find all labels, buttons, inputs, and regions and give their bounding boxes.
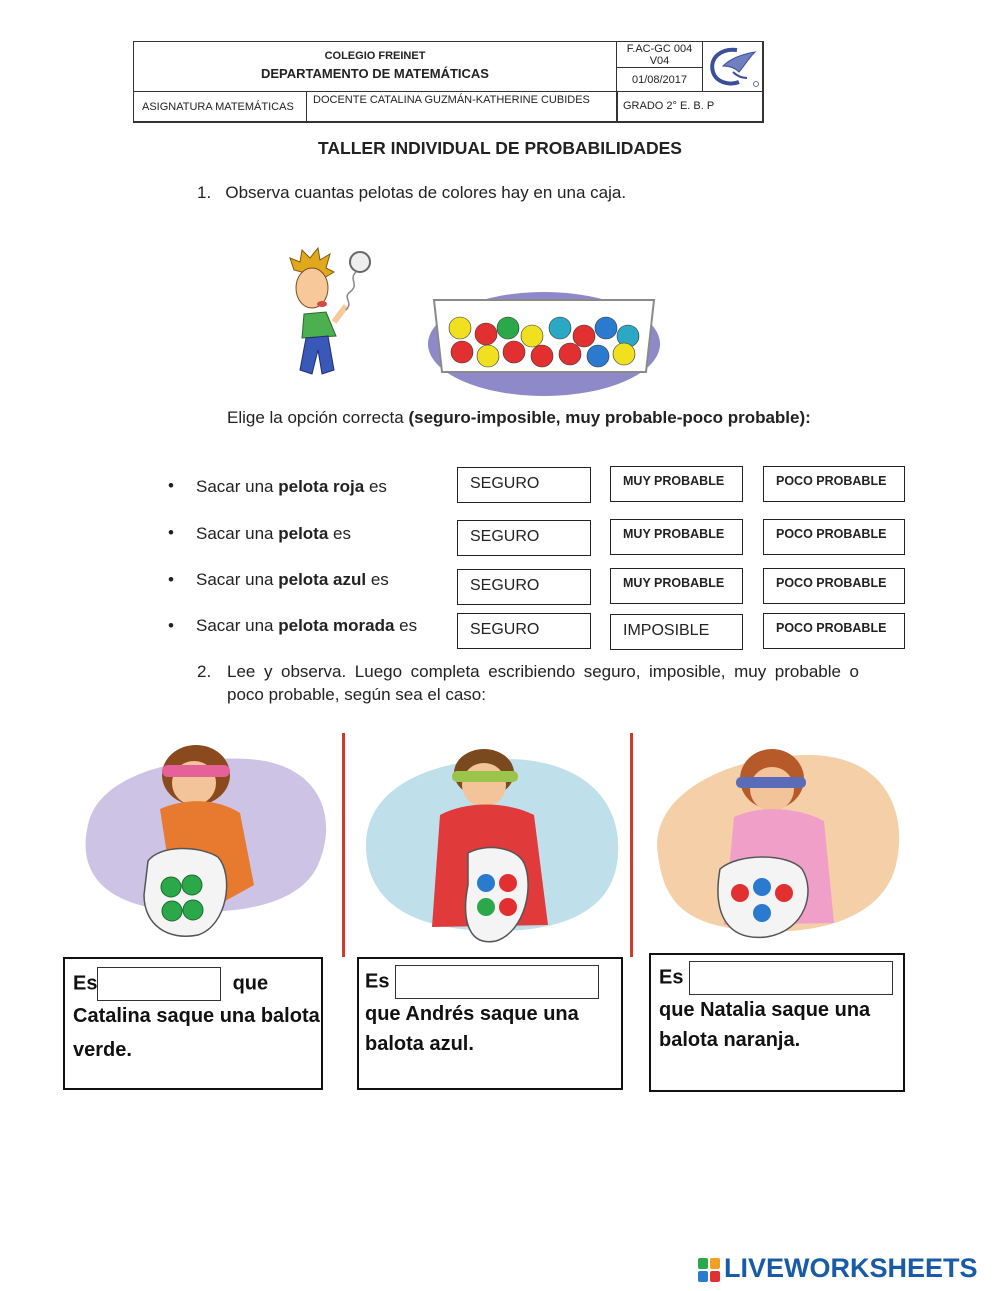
document-code xyxy=(616,41,703,68)
answer-line: balota azul. xyxy=(365,1033,474,1055)
answer-box-natalia xyxy=(649,953,905,1092)
answer-line: verde. xyxy=(73,1039,132,1061)
ball-box-illustration xyxy=(428,280,660,396)
document-date: 01/08/2017 xyxy=(616,67,703,92)
liveworksheets-logo-icon xyxy=(698,1258,720,1282)
natalia-illustration xyxy=(648,735,910,947)
instruction-text xyxy=(227,407,860,429)
question-1-text: Observa cuantas pelotas de colores hay en una caja. xyxy=(225,183,627,202)
statement-4: Sacar una pelota morada es xyxy=(196,616,418,635)
option-seguro[interactable]: SEGURO xyxy=(457,520,591,556)
option-imposible[interactable]: IMPOSIBLE xyxy=(610,614,743,650)
option-seguro[interactable]: SEGURO xyxy=(457,467,591,503)
code-line-1: F.AC-GC 004 xyxy=(626,43,693,55)
answer-input-catalina[interactable] xyxy=(97,967,221,1001)
answer-input-natalia[interactable] xyxy=(689,961,893,995)
answer-que: que xyxy=(232,972,269,995)
answer-line: balota naranja. xyxy=(659,1029,801,1051)
question-2-text: Lee y observa. Luego completa escribiendo seguro, imposible, muy probable o poco probable, según sea el caso: xyxy=(227,662,859,704)
question-2-number: 2. xyxy=(197,662,212,681)
catalina-illustration xyxy=(68,735,330,947)
divider-left xyxy=(342,733,345,957)
department-name: DEPARTAMENTO DE MATEMÁTICAS xyxy=(261,66,489,81)
page-title: TALLER INDIVIDUAL DE PROBABILIDADES xyxy=(318,138,682,158)
option-muy-probable[interactable]: MUY PROBABLE xyxy=(610,568,743,604)
school-cell xyxy=(133,41,617,92)
option-poco-probable[interactable]: POCO PROBABLE xyxy=(763,613,905,649)
divider-right xyxy=(630,733,633,957)
option-poco-probable[interactable]: POCO PROBABLE xyxy=(763,466,905,502)
statement-2: Sacar una pelota es xyxy=(196,524,351,543)
answer-es: Es xyxy=(365,970,390,993)
question-1-number: 1. xyxy=(197,183,212,202)
subject-cell: ASIGNATURA MATEMÁTICAS xyxy=(133,91,307,123)
school-name: COLEGIO FREINET xyxy=(324,50,426,62)
bullet: • xyxy=(168,570,174,589)
question-2 xyxy=(197,660,859,706)
question-1 xyxy=(197,183,626,203)
andres-illustration xyxy=(356,735,626,955)
statement-3: Sacar una pelota azul es xyxy=(196,570,389,589)
option-seguro[interactable]: SEGURO xyxy=(457,569,591,605)
answer-line: que Natalia saque una xyxy=(659,999,871,1021)
answer-input-andres[interactable] xyxy=(395,965,599,999)
brand-text[interactable]: LIVEWORKSHEETS xyxy=(724,1253,978,1283)
teacher-cell: DOCENTE CATALINA GUZMÁN-KATHERINE CUBIDES xyxy=(306,91,618,123)
option-muy-probable[interactable]: MUY PROBABLE xyxy=(610,466,743,502)
answer-line: que Andrés saque una xyxy=(365,1003,579,1025)
boy-illustration xyxy=(276,240,386,390)
bullet: • xyxy=(168,616,174,635)
grade-cell: GRADO 2° E. B. P xyxy=(616,91,764,123)
answer-box-andres xyxy=(357,957,623,1090)
school-logo xyxy=(702,41,764,92)
option-seguro[interactable]: SEGURO xyxy=(457,613,591,649)
school-logo-icon xyxy=(703,42,763,91)
option-poco-probable[interactable]: POCO PROBABLE xyxy=(763,568,905,604)
answer-line: Catalina saque una balota xyxy=(73,1005,320,1027)
instruction-bold: (seguro-imposible, muy probable-poco probable): xyxy=(408,408,811,427)
statement-1: Sacar una pelota roja es xyxy=(196,477,387,496)
instruction-plain: Elige la opción correcta xyxy=(227,408,404,427)
answer-es: Es xyxy=(73,972,98,995)
bullet: • xyxy=(168,476,174,495)
option-muy-probable[interactable]: MUY PROBABLE xyxy=(610,519,743,555)
code-line-2: V04 xyxy=(649,55,670,67)
header-table xyxy=(133,41,763,122)
answer-es: Es xyxy=(659,966,684,989)
option-poco-probable[interactable]: POCO PROBABLE xyxy=(763,519,905,555)
bullet: • xyxy=(168,523,174,542)
answer-box-catalina xyxy=(63,957,323,1090)
